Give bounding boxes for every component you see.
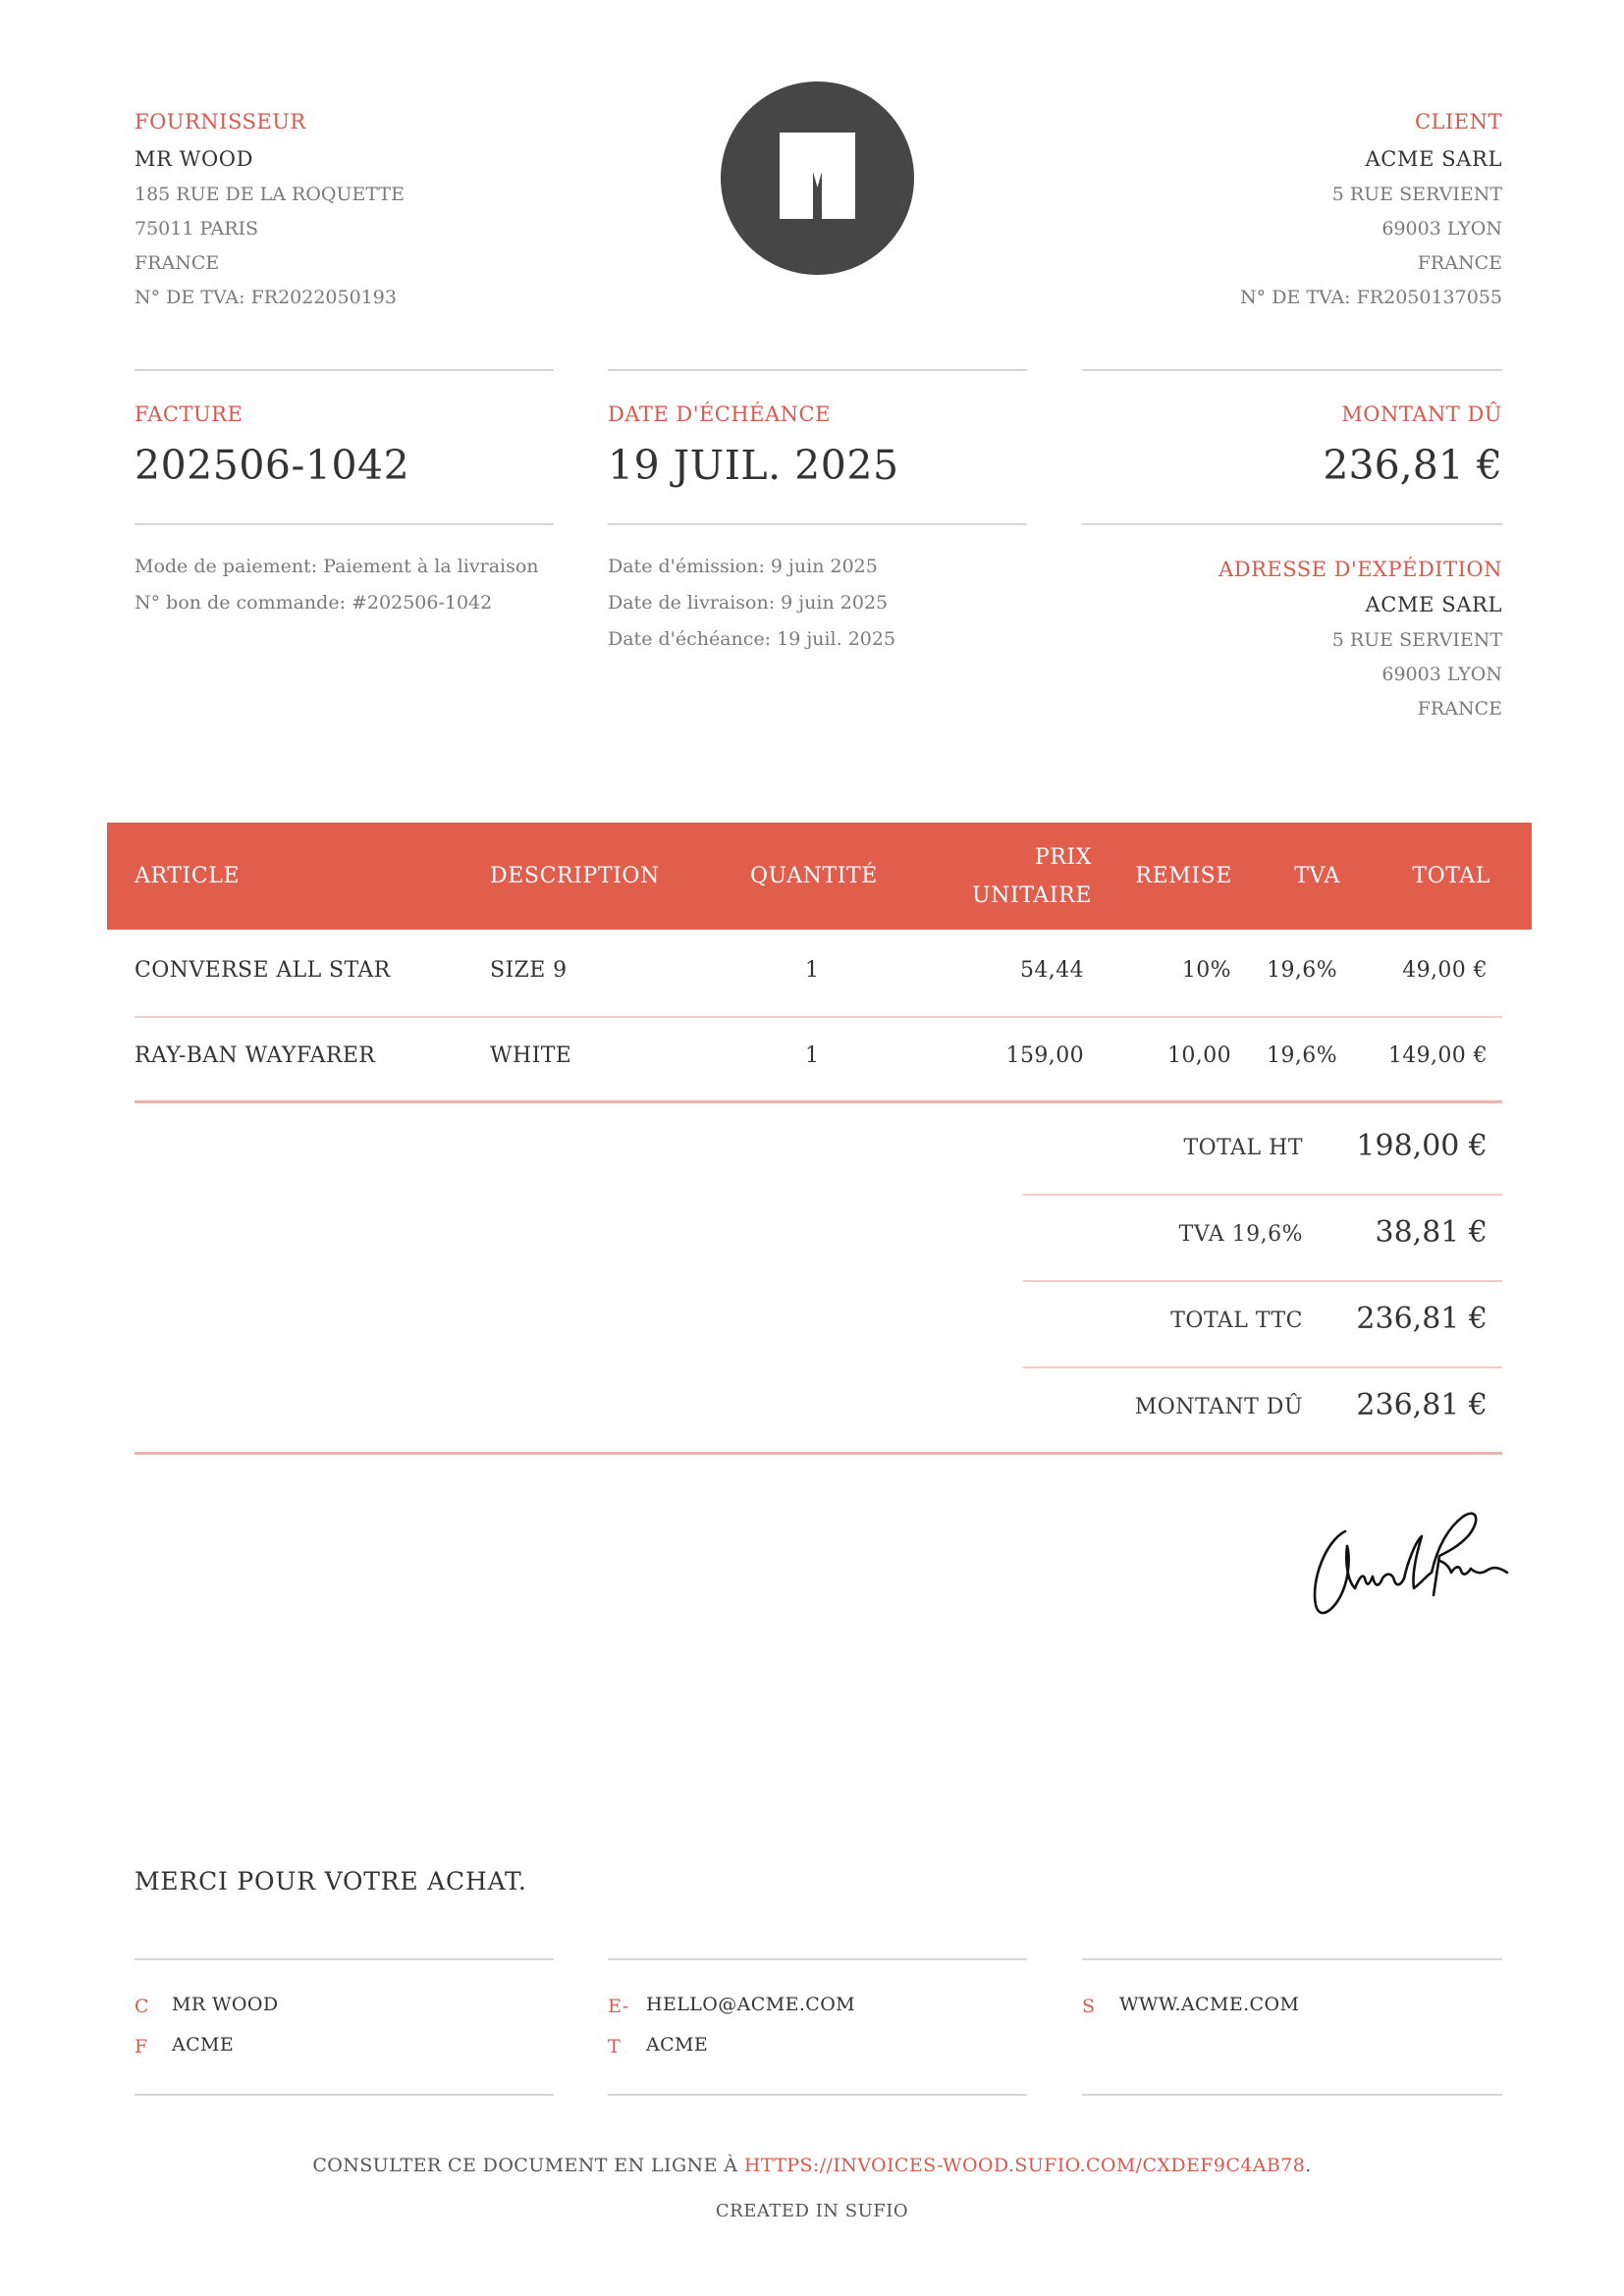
supplier-name: MR WOOD [135, 147, 254, 171]
header-vat: TVA [1294, 864, 1340, 888]
m-logo-icon [721, 81, 914, 275]
contact-website[interactable]: WWW.ACME.COM [1119, 1994, 1300, 2015]
supplier-address2: 75011 PARIS [135, 218, 259, 240]
contact-email[interactable]: HELLO@ACME.COM [646, 1994, 856, 2015]
header-discount: REMISE [1135, 864, 1232, 888]
due-date-label: DATE D'ÉCHÉANCE [608, 402, 831, 426]
online-prefix: CONSULTER CE DOCUMENT EN LIGNE À [312, 2155, 744, 2176]
divider [1082, 1958, 1502, 1960]
row-description: SIZE 9 [490, 958, 568, 983]
totals-divider [1023, 1280, 1502, 1282]
supplier-address1: 185 RUE DE LA ROQUETTE [135, 184, 405, 205]
supplier-label: FOURNISSEUR [135, 110, 306, 133]
divider [608, 1958, 1027, 1960]
shipping-country: FRANCE [1417, 698, 1502, 720]
row-article: RAY-BAN WAYFARER [135, 1043, 376, 1068]
online-link-line [0, 2155, 1624, 2176]
shipping-address1: 5 RUE SERVIENT [1331, 629, 1502, 651]
header-description: DESCRIPTION [490, 864, 660, 888]
divider [608, 369, 1027, 371]
row-unit-price: 54,44 [1020, 958, 1084, 983]
row-vat: 19,6% [1267, 1043, 1337, 1068]
client-label: CLIENT [1414, 110, 1502, 133]
online-suffix: . [1305, 2155, 1312, 2176]
delivery-date: Date de livraison: 9 juin 2025 [608, 592, 889, 614]
client-address1: 5 RUE SERVIENT [1331, 184, 1502, 205]
row-total: 149,00 € [1387, 1043, 1488, 1068]
divider [135, 369, 554, 371]
amount-due-label: MONTANT DÛ [1341, 402, 1502, 426]
supplier-vat: N° DE TVA: FR2022050193 [135, 287, 397, 308]
contact-f-value: ACME [172, 2034, 235, 2056]
contact-t-key: T [608, 2036, 622, 2057]
row-divider [135, 1016, 1502, 1018]
row-quantity: 1 [805, 958, 820, 983]
thanks-message: MERCI POUR VOTRE ACHAT. [135, 1867, 527, 1896]
header-unit-price-line1: PRIX [1034, 844, 1092, 870]
tva-label: TVA 19,6% [1178, 1222, 1303, 1247]
client-name: ACME SARL [1365, 147, 1502, 171]
client-vat: N° DE TVA: FR2050137055 [1240, 287, 1502, 308]
divider [1082, 523, 1502, 525]
row-vat: 19,6% [1267, 958, 1337, 983]
table-row [0, 958, 1624, 988]
divider [1082, 2094, 1502, 2096]
row-discount: 10% [1181, 958, 1231, 983]
totals-divider [1023, 1194, 1502, 1196]
contact-c-value: MR WOOD [172, 1994, 279, 2015]
header-total: TOTAL [1412, 864, 1490, 888]
invoice-number-label: FACTURE [135, 402, 244, 426]
totals-divider [1023, 1366, 1502, 1368]
order-number: N° bon de commande: #202506-1042 [135, 592, 493, 614]
table-row [0, 1043, 1624, 1073]
contact-t-value: ACME [646, 2034, 709, 2056]
online-url-link[interactable]: HTTPS://INVOICES-WOOD.SUFIO.COM/CXDEF9C4AB78 [743, 2155, 1306, 2176]
contact-f-key: F [135, 2036, 148, 2057]
divider [135, 523, 554, 525]
shipping-name: ACME SARL [1365, 593, 1502, 616]
divider [608, 2094, 1027, 2096]
header-quantity: QUANTITÉ [750, 864, 878, 888]
header-unit-price-line2: UNITAIRE [972, 882, 1092, 908]
total-due: 236,81 € [1356, 1388, 1488, 1422]
row-total: 49,00 € [1402, 958, 1488, 983]
due-date-detail: Date d'échéance: 19 juil. 2025 [608, 628, 896, 650]
contact-s-key: S [1082, 1996, 1096, 2017]
due-date: 19 JUIL. 2025 [608, 442, 899, 489]
shipping-label: ADRESSE D'EXPÉDITION [1218, 558, 1502, 581]
contact-c-key: C [135, 1996, 150, 2017]
table-header [107, 823, 1532, 930]
divider [135, 1958, 554, 1960]
supplier-country: FRANCE [135, 252, 220, 274]
totals-bottom-divider [135, 1452, 1502, 1455]
client-address2: 69003 LYON [1381, 218, 1502, 240]
amount-due: 236,81 € [1323, 442, 1502, 489]
total-ht-label: TOTAL HT [1183, 1136, 1303, 1160]
shipping-address2: 69003 LYON [1381, 664, 1502, 685]
divider [1082, 369, 1502, 371]
header-article: ARTICLE [135, 864, 241, 888]
client-country: FRANCE [1417, 252, 1502, 274]
header-unit-price [972, 823, 1092, 930]
payment-mode: Mode de paiement: Paiement à la livraison [135, 556, 539, 577]
divider [608, 523, 1027, 525]
row-article: CONVERSE ALL STAR [135, 958, 391, 983]
issue-date: Date d'émission: 9 juin 2025 [608, 556, 878, 577]
created-in: CREATED IN SUFIO [715, 2201, 909, 2221]
total-ttc-label: TOTAL TTC [1170, 1308, 1303, 1333]
signature-icon [1306, 1502, 1512, 1629]
contact-e-key: E- [608, 1996, 629, 2017]
total-due-label: MONTANT DÛ [1134, 1395, 1303, 1419]
row-quantity: 1 [805, 1043, 820, 1068]
row-description: WHITE [490, 1043, 572, 1068]
tva-amount: 38,81 € [1375, 1215, 1488, 1250]
row-discount: 10,00 [1167, 1043, 1231, 1068]
invoice-number: 202506-1042 [135, 442, 410, 489]
divider [135, 2094, 554, 2096]
total-ht: 198,00 € [1356, 1129, 1488, 1163]
table-bottom-divider [135, 1100, 1502, 1103]
total-ttc: 236,81 € [1356, 1302, 1488, 1336]
row-unit-price: 159,00 [1005, 1043, 1084, 1068]
